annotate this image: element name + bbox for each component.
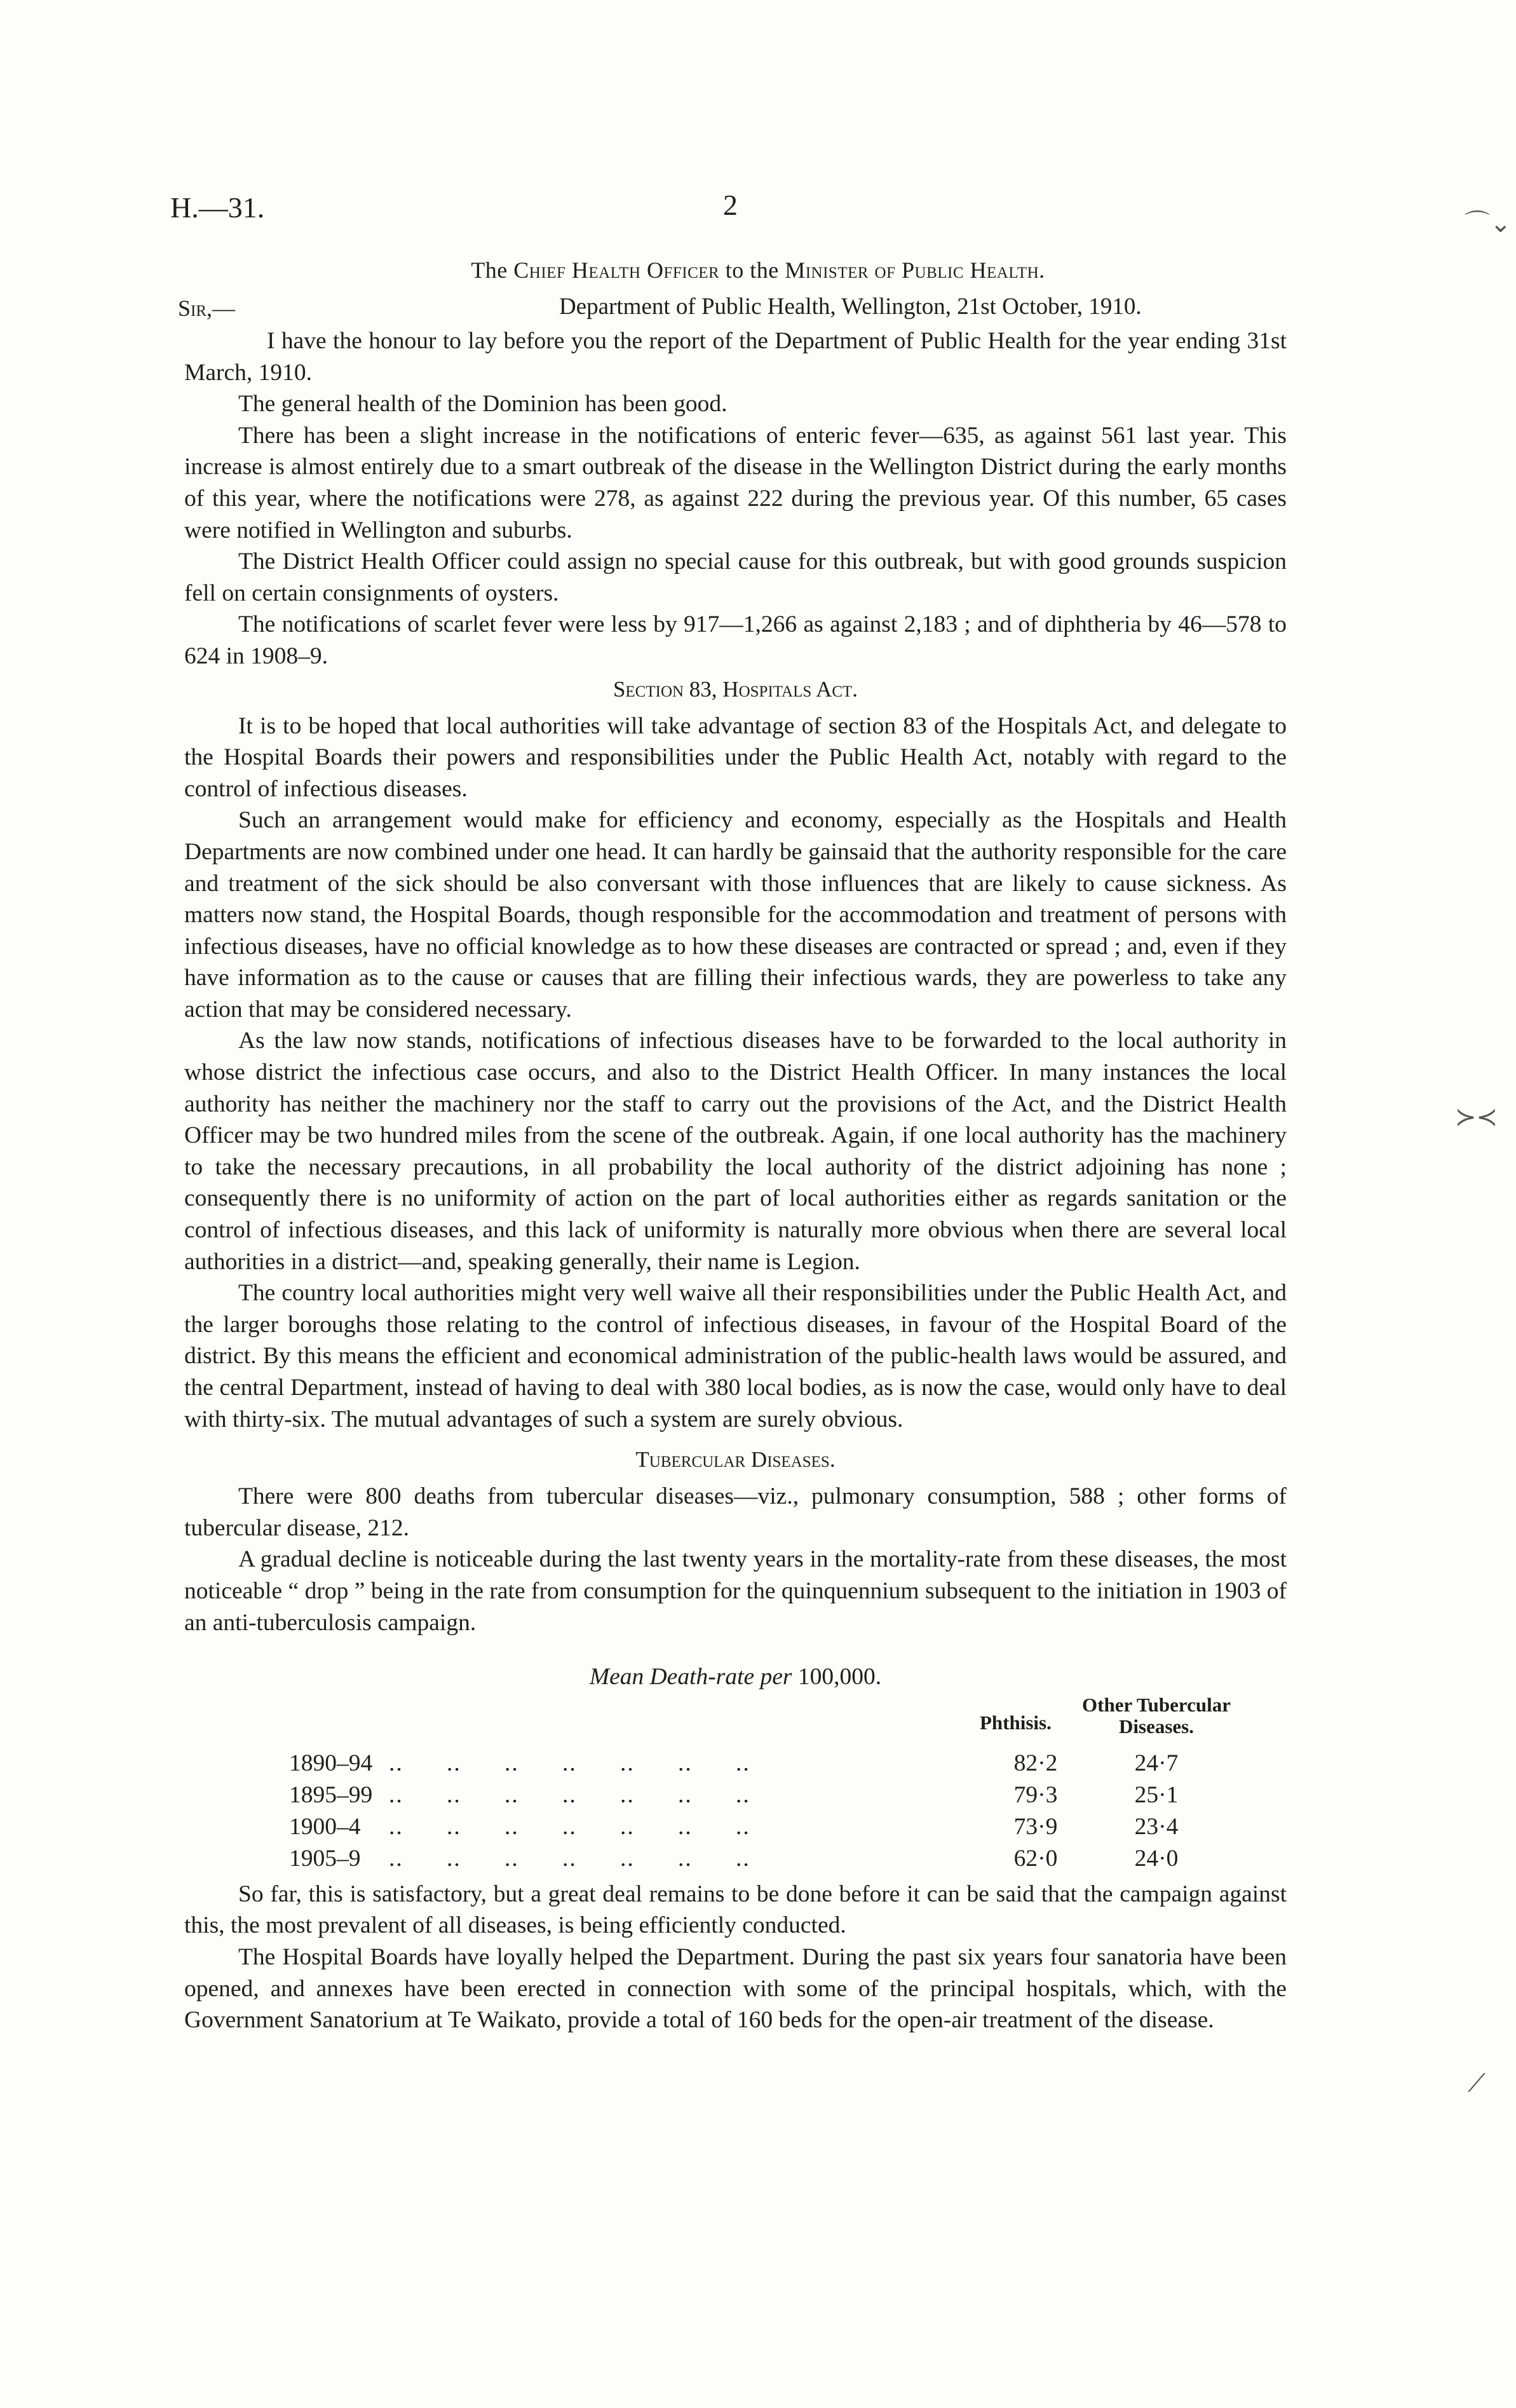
death-rate-table: [184, 1694, 1287, 1879]
table-row: 1895–99 .. .. .. .. .. .. .. 79·3 25·1: [184, 1779, 1287, 1811]
letter-title: The Chief Health Officer to the Minister of Public Health.: [471, 257, 1045, 283]
phthisis-cell: 79·3: [1013, 1781, 1058, 1808]
paragraph: The country local authorities might very well waive all their responsibilities under the Public Health Act, and the larger boroughs those relating to the control of infectious diseases, in favour of the Hospital Board of the district. By this means the efficient and economical administration of the public-health laws would be assured, and the central Department, instead of having to deal with 380 local bodies, as is now the case, would only have to deal with thirty-six. The mutual advantages of such a system are surely obvious.: [184, 1280, 1287, 1432]
paragraph: So far, this is satisfactory, but a great deal remains to be done before it can be said that the campaign against this, the most prevalent of all diseases, is being efficiently conducted.: [184, 1881, 1287, 1939]
other-cell: 24·0: [1134, 1845, 1179, 1872]
paragraph: The District Health Officer could assign no special cause for this outbreak, but with good grounds suspicion fell on certain consignments of oysters.: [184, 548, 1287, 606]
table-title: Mean Death-rate per 100,000.: [589, 1664, 882, 1690]
other-cell: 25·1: [1134, 1781, 1179, 1808]
other-cell: 23·4: [1134, 1813, 1179, 1840]
paragraph: There has been a slight increase in the notifications of enteric fever—635, as against 561 last year. This increase is almost entirely due to a smart outbreak of the disease in the Wellington District during the early months of this year, where the notifications were 278, as against 222 during the previous year. Of this number, 65 cases were notified in Wellington and suburbs.: [184, 422, 1287, 543]
paragraph: Such an arrangement would make for efficiency and economy, especially as the Hospitals and Health Departments are now combined under one head. It can hardly be gainsaid that the authority responsible for the care and treatment of the sick should be also conversant with those influences that are likely to cause sickness. As matters now stand, the Hospital Boards, though responsible for the accommodation and treatment of persons with infectious diseases, have no official knowledge as to how these diseases are contracted or spread ; and, even if they have information as to the cause or causes that are filling their infectious wards, they are powerless to take any action that may be considered necessary.: [184, 807, 1287, 1023]
page-number: 2: [723, 189, 738, 221]
paragraph: A gradual decline is noticeable during the last twenty years in the mortality-rate from these diseases, the most noticeable “ drop ” being in the rate from consumption for the quinquennium subsequent to the initiation in 1903 of an anti-tuberculosis campaign.: [184, 1546, 1287, 1636]
section-heading-hospitals-act: Section 83, Hospitals Act.: [612, 676, 858, 702]
paragraph: I have the honour to lay before you the report of the Department of Public Health for the year ending 31st March, 1910.: [184, 328, 1287, 386]
phthisis-cell: 82·2: [1013, 1750, 1058, 1776]
phthisis-cell: 62·0: [1013, 1845, 1058, 1872]
margin-mark-2: ≻≺: [1455, 1103, 1498, 1132]
margin-mark-3: ⟋: [1468, 2069, 1486, 2098]
dateline: Department of Public Health, Wellington, 21st October, 1910.: [559, 294, 1142, 320]
period-cell: 1905–9: [289, 1845, 361, 1872]
salutation: Sir,—: [178, 296, 236, 321]
paragraph: The notifications of scarlet fever were less by 917—1,266 as against 2,183 ; and of diphtheria by 46—578 to 624 in 1908–9.: [184, 611, 1287, 669]
paragraph: There were 800 deaths from tubercular diseases—viz., pulmonary consumption, 588 ; other forms of tubercular disease, 212.: [184, 1483, 1287, 1541]
other-cell: 24·7: [1134, 1750, 1179, 1776]
paragraph: It is to be hoped that local authorities will take advantage of section 83 of the Hospitals Act, and delegate to the Hospital Boards their powers and responsibilities under the Public Health Act, notably with regard to the control of infectious diseases.: [184, 712, 1287, 802]
period-cell: 1900–4: [289, 1813, 361, 1840]
period-cell: 1895–99: [289, 1781, 373, 1808]
table-row: 1905–9 .. .. .. .. .. .. .. 62·0 24·0: [184, 1843, 1287, 1875]
period-cell: 1890–94: [289, 1750, 373, 1776]
column-header-phthisis: Phthisis.: [980, 1711, 1052, 1734]
table-row: 1900–4 .. .. .. .. .. .. .. 73·9 23·4: [184, 1811, 1287, 1843]
recipient-title: Minister of Public Health.: [785, 257, 1045, 283]
document-reference: H.—31.: [170, 191, 265, 224]
sender-title: Chief Health Officer: [513, 257, 720, 283]
paragraph: As the law now stands, notifications of infectious diseases have to be forwarded to the local authority in whose district the infectious case occurs, and also to the District Health Officer. In many instances the local authority has neither the machinery nor the staff to carry out the provisions of the Act, and the District Health Officer may be two hundred miles from the scene of the outbreak. Again, if one local authority has the machinery to take the necessary precautions, in all probability the local authority of the district adjoining has none ; consequently there is no uniformity of action on the part of local authorities either as regards sanitation or the control of infectious diseases, and this lack of uniformity is naturally more obvious when there are several local authorities in a district—and, speaking generally, their name is Legion.: [184, 1028, 1287, 1275]
table-row: 1890–94 .. .. .. .. .. .. .. 82·2 24·7: [184, 1748, 1287, 1779]
column-header-other: Other Tubercular Diseases.: [1082, 1693, 1231, 1738]
phthisis-cell: 73·9: [1013, 1813, 1058, 1840]
section-heading-tubercular: Tubercular Diseases.: [635, 1447, 836, 1473]
paragraph: The Hospital Boards have loyally helped the Department. During the past six years four sanatoria have been opened, and annexes have been erected in connection with some of the principal hospitals, which, with the Government Sanatorium at Te Waikato, provide a total of 160 beds for the open-air treatment of the disease.: [184, 1943, 1287, 2034]
paragraph: The general health of the Dominion has been good.: [238, 391, 728, 418]
margin-mark-1: ⌒⌄: [1465, 209, 1512, 238]
report-body: [184, 325, 1287, 2036]
